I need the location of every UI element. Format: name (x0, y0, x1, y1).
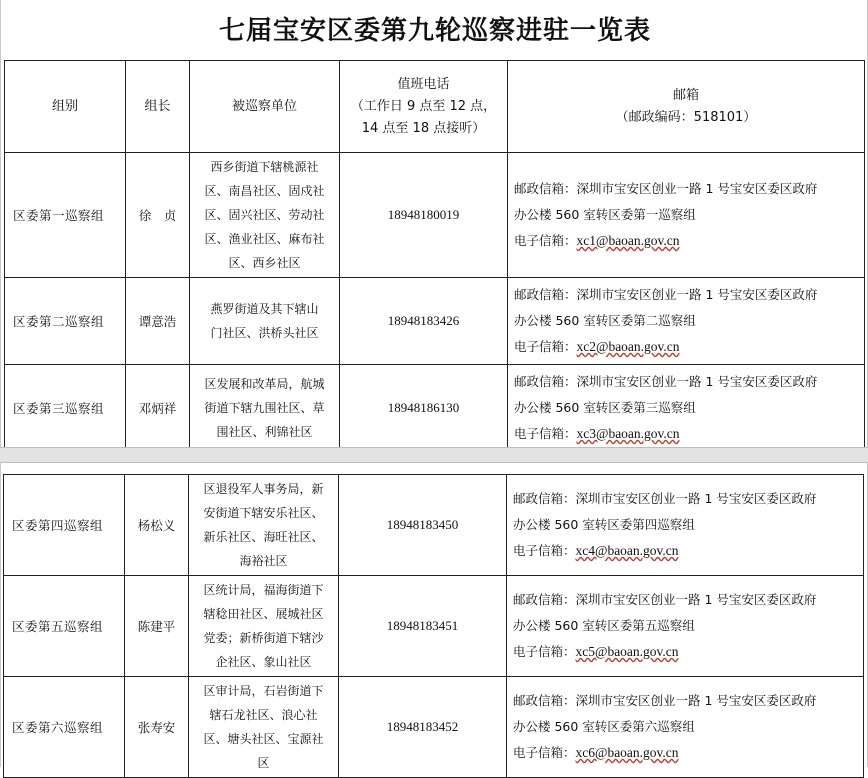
email-label: 电子信箱： (514, 426, 577, 441)
email-link[interactable]: xc3@baoan.gov.cn (576, 426, 680, 441)
leader-cell: 谭意浩 (126, 278, 190, 365)
inspection-table-part-2 (3, 474, 864, 778)
postal-line: 办公楼 560 室转区委第三巡察组 (514, 400, 696, 415)
units-line: 区统计局，福海街道下 (203, 583, 324, 597)
units-cell (190, 365, 340, 452)
group-cell: 区委第六巡察组 (4, 677, 125, 778)
postal-line: 办公楼 560 室转区委第四巡察组 (513, 517, 695, 532)
phone-cell: 18948180019 (340, 153, 508, 278)
table-header-row (5, 61, 865, 153)
units-cell (190, 153, 340, 278)
units-line: 围社区、利锦社区 (216, 425, 313, 439)
phone-cell: 18948183450 (339, 475, 507, 576)
units-line: 党委；新桥街道下辖沙 (203, 631, 324, 645)
mail-cell (508, 365, 865, 452)
group-cell: 区委第二巡察组 (5, 278, 126, 365)
page-break-gap (0, 447, 868, 463)
postal-line: 邮政信箱：深圳市宝安区创业一路 1 号宝安区委区政府 (513, 693, 817, 708)
header-phone-line: 14 点至 18 点接听） (361, 120, 486, 136)
leader-cell: 徐 贞 (126, 153, 190, 278)
email-label: 电子信箱： (513, 745, 576, 760)
postal-line: 邮政信箱：深圳市宝安区创业一路 1 号宝安区委区政府 (513, 592, 817, 607)
email-link[interactable]: xc1@baoan.gov.cn (576, 233, 680, 248)
units-cell (189, 677, 339, 778)
mail-cell (507, 677, 864, 778)
units-line: 海裕社区 (239, 554, 288, 568)
table-row (4, 475, 864, 576)
leader-cell: 邓炳祥 (126, 365, 190, 452)
email-label: 电子信箱： (514, 233, 577, 248)
email-link[interactable]: xc2@baoan.gov.cn (576, 339, 680, 354)
units-line: 辖石龙社区、浪心社 (209, 708, 318, 722)
units-line: 区退役军人事务局，新 (203, 482, 324, 496)
header-phone-line: 值班电话 (397, 76, 450, 92)
group-cell: 区委第三巡察组 (5, 365, 126, 452)
table-row (4, 576, 864, 677)
inspection-table-part-1 (4, 60, 865, 452)
document-title: 七届宝安区委第九轮巡察进驻一览表 (218, 16, 651, 46)
table-row (5, 278, 865, 365)
postal-line: 办公楼 560 室转区委第六巡察组 (513, 719, 695, 734)
leader-cell: 杨松义 (125, 475, 189, 576)
postal-line: 邮政信箱：深圳市宝安区创业一路 1 号宝安区委区政府 (514, 374, 818, 389)
leader-cell: 张寿安 (125, 677, 189, 778)
header-group: 组别 (5, 61, 126, 153)
email-label: 电子信箱： (514, 339, 577, 354)
header-phone-line: （工作日 9 点至 12 点， (350, 98, 497, 114)
units-line: 区发展和改革局，航城 (204, 377, 325, 391)
mail-cell (507, 475, 864, 576)
header-units: 被巡察单位 (190, 61, 340, 153)
postal-line: 邮政信箱：深圳市宝安区创业一路 1 号宝安区委区政府 (513, 491, 817, 506)
table-row (5, 365, 865, 452)
units-line: 区 (257, 756, 270, 770)
email-link[interactable]: xc4@baoan.gov.cn (575, 543, 679, 558)
units-line: 西乡街道下辖桃源社 (210, 160, 319, 174)
units-line: 区审计局，石岩街道下 (203, 684, 324, 698)
table-row (5, 153, 865, 278)
postal-line: 邮政信箱：深圳市宝安区创业一路 1 号宝安区委区政府 (514, 181, 818, 196)
phone-cell: 18948183451 (339, 576, 507, 677)
units-line: 门社区、洪桥头社区 (210, 326, 319, 340)
group-cell: 区委第四巡察组 (4, 475, 125, 576)
units-line: 区、渔业社区、麻布社 (204, 232, 325, 246)
units-line: 区、南昌社区、固戍社 (204, 184, 325, 198)
header-mail-line: （邮政编码：518101） (615, 109, 757, 125)
phone-cell: 18948183452 (339, 677, 507, 778)
leader-cell: 陈建平 (125, 576, 189, 677)
units-line: 企社区、象山社区 (215, 655, 312, 669)
postal-line: 邮政信箱：深圳市宝安区创业一路 1 号宝安区委区政府 (514, 287, 818, 302)
units-cell (189, 475, 339, 576)
group-cell: 区委第一巡察组 (5, 153, 126, 278)
header-mail-line: 邮箱 (672, 87, 699, 103)
mail-cell (508, 153, 865, 278)
units-line: 区、塘头社区、宝源社 (203, 732, 324, 746)
units-cell (190, 278, 340, 365)
units-line: 安街道下辖安乐社区、 (203, 506, 324, 520)
group-cell: 区委第五巡察组 (4, 576, 125, 677)
units-line: 区、西乡社区 (228, 256, 301, 270)
postal-line: 办公楼 560 室转区委第二巡察组 (514, 313, 696, 328)
units-line: 区、固兴社区、劳动社 (204, 208, 325, 222)
email-label: 电子信箱： (513, 644, 576, 659)
email-link[interactable]: xc5@baoan.gov.cn (575, 644, 679, 659)
header-leader: 组长 (126, 61, 190, 153)
units-line: 辖稔田社区、展城社区 (203, 607, 324, 621)
header-phone (340, 61, 508, 153)
postal-line: 办公楼 560 室转区委第五巡察组 (513, 618, 695, 633)
phone-cell: 18948183426 (340, 278, 508, 365)
mail-cell (507, 576, 864, 677)
units-line: 街道下辖九围社区、草 (204, 401, 325, 415)
header-mail (508, 61, 865, 153)
email-label: 电子信箱： (513, 543, 576, 558)
units-line: 燕罗街道及其下辖山 (210, 302, 319, 316)
units-line: 新乐社区、海旺社区、 (203, 530, 324, 544)
postal-line: 办公楼 560 室转区委第一巡察组 (514, 207, 696, 222)
units-cell (189, 576, 339, 677)
table-row (4, 677, 864, 778)
mail-cell (508, 278, 865, 365)
phone-cell: 18948186130 (340, 365, 508, 452)
email-link[interactable]: xc6@baoan.gov.cn (575, 745, 679, 760)
